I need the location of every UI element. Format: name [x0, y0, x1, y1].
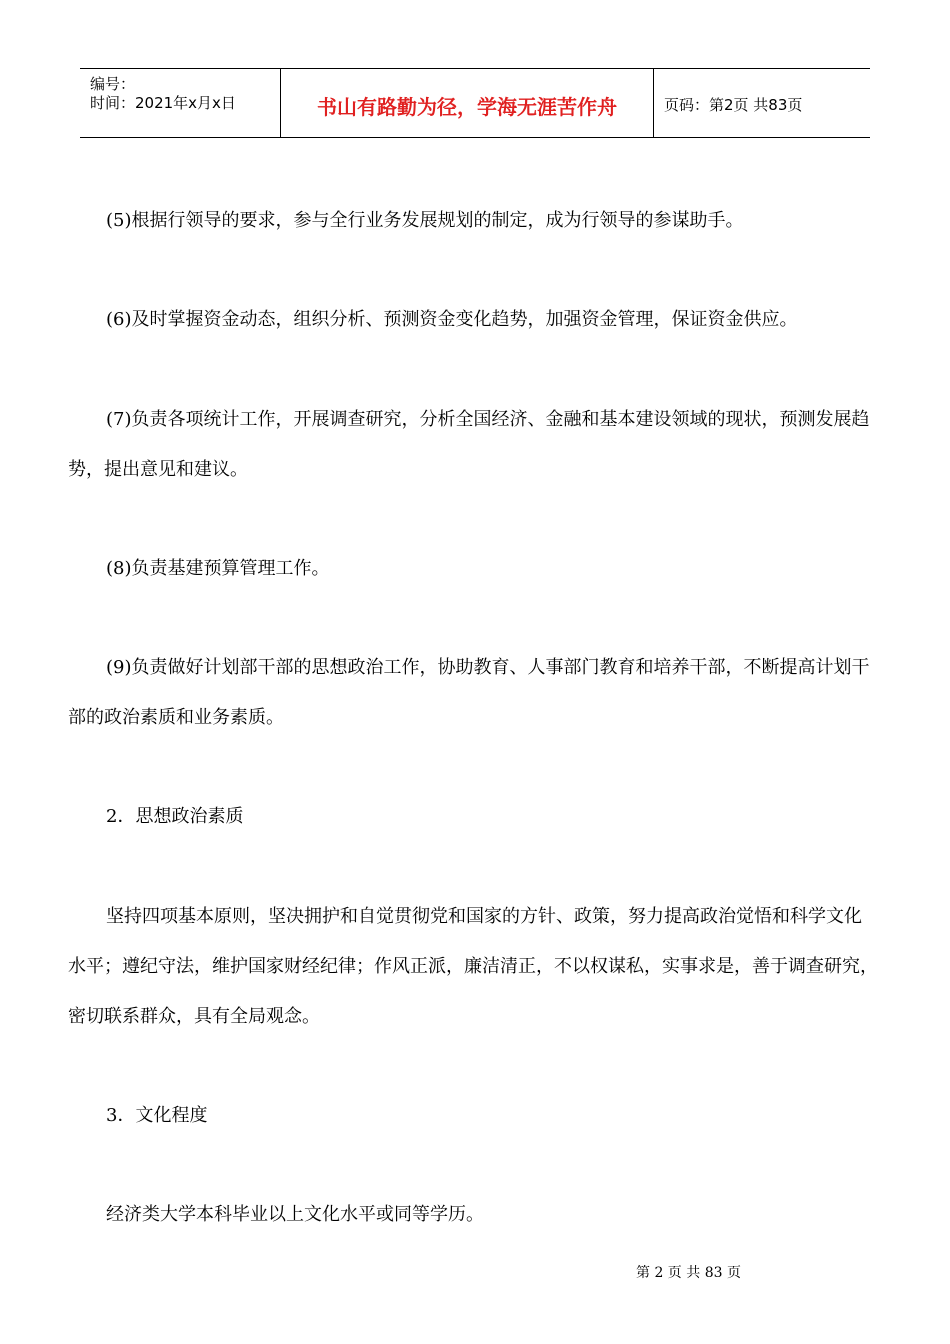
- header-page-number: 页码：第2页 共83页: [664, 96, 803, 114]
- header-page-cell: [654, 69, 870, 137]
- page-header: [80, 68, 870, 138]
- paragraph-item-7: (7)负责各项统计工作，开展调查研究，分析全国经济、金融和基本建设领域的现状，预测发展趋势，提出意见和建议。: [68, 409, 870, 480]
- page-footer: 第 2 页 共 83 页: [636, 1265, 741, 1281]
- header-meta-cell: [80, 69, 281, 137]
- header-motto-cell: [281, 69, 654, 137]
- paragraph-item-9: (9)负责做好计划部干部的思想政治工作，协助教育、人事部门教育和培养干部，不断提高计划干部的政治素质和业务素质。: [68, 657, 870, 728]
- document-date-label: 时间：2021年x月x日: [90, 94, 236, 112]
- section-heading-education-level: 3．文化程度: [106, 1105, 208, 1126]
- section-heading-political-quality: 2．思想政治素质: [106, 806, 244, 827]
- paragraph-item-6: (6)及时掌握资金动态，组织分析、预测资金变化趋势，加强资金管理，保证资金供应。: [106, 309, 798, 330]
- header-motto: 书山有路勤为径，学海无涯苦作舟: [317, 95, 617, 119]
- paragraph-item-5: (5)根据行领导的要求，参与全行业务发展规划的制定，成为行领导的参谋助手。: [106, 210, 744, 231]
- paragraph-item-8: (8)负责基建预算管理工作。: [106, 558, 330, 579]
- paragraph-education-level: 经济类大学本科毕业以上文化水平或同等学历。: [106, 1204, 484, 1225]
- paragraph-political-quality: 坚持四项基本原则，坚决拥护和自觉贯彻党和国家的方针、政策，努力提高政治觉悟和科学文化水平；遵纪守法，维护国家财经纪律；作风正派，廉洁清正，不以权谋私，实事求是，善于调查研究，密切联系群众，具有全局观念。: [68, 906, 878, 1027]
- document-number-label: 编号：: [90, 75, 136, 93]
